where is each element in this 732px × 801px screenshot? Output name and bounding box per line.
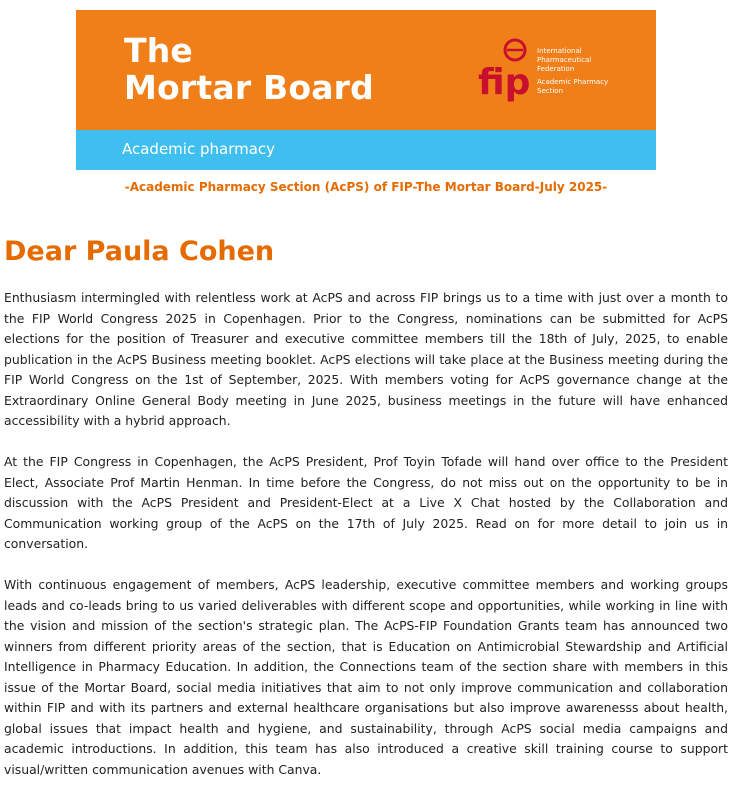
newsletter-subtitle: Academic pharmacy: [122, 140, 276, 158]
newsletter-title: [124, 32, 374, 106]
fip-text-line4: Academic Pharmacy: [537, 78, 609, 86]
fip-text-line1: International: [537, 47, 582, 55]
newsletter-title-line2: Mortar Board: [124, 68, 374, 107]
greeting-heading: Dear Paula Cohen: [4, 236, 275, 267]
fip-text-line2: Pharmaceutical: [537, 56, 592, 64]
body-paragraph-2: At the FIP Congress in Copenhagen, the AcPS President, Prof Toyin Tofade will hand over office to the President Elect, Associate Prof Martin Henman. In time before the Congress, do not miss out on the opportunity to be in discussion with the AcPS President and President-Elect at a Live X Chat hosted by the Collaboration and Communication working group of the AcPS on the 17th of July 2025. Read on for more detail to join us in conversation.: [4, 454, 728, 551]
body-paragraph-3: With continuous engagement of members, AcPS leadership, executive committee members and working groups leads and co-leads bring to us varied deliverables with different scope and opportunities, while working in line with the vision and mission of the section's strategic plan. The AcPS-FIP Foundation Grants team has announced two winners from different priority areas of the section, that is Education on Antimicrobial Stewardship and Artificial Intelligence in Pharmacy Education. In addition, the Connections team of the section share with members in this issue of the Mortar Board, social media initiatives that aim to not only improve communication and collaboration within FIP and with its partners and external healthcare organisations but also improve awarenesss about health, global issues that impact health and hygiene, and sustainability, through AcPS social media campaigns and academic introductions. In addition, this team has also introduced a creative skill training course to support visual/written communication avenues with Canva.: [4, 577, 728, 777]
newsletter-body: [4, 288, 728, 801]
section-line: -Academic Pharmacy Section (AcPS) of FIP-The Mortar Board-July 2025-: [124, 180, 608, 194]
fip-logo-text: [537, 47, 608, 96]
fip-text-line5: Section: [537, 87, 564, 95]
newsletter-banner: [76, 10, 656, 170]
fip-logo-letters: fip: [478, 62, 531, 103]
body-paragraph-1: Enthusiasm intermingled with relentless work at AcPS and across FIP brings us to a time with just over a month to the FIP World Congress 2025 in Copenhagen. Prior to the Congress, nominations can be submitted for AcPS elections for the position of Treasurer and executive committee members till the 18th of July, 2025, to enable publication in the AcPS Business meeting booklet. AcPS elections will take place at the Business meeting during the FIP World Congress on the 1st of September, 2025. With members voting for AcPS governance change at the Extraordinary Online General Body meeting in June 2025, business meetings in the future will have enhanced accessibility with a hybrid approach.: [4, 290, 728, 428]
fip-text-line3: Federation: [537, 65, 575, 73]
newsletter-title-line1: The: [124, 31, 193, 70]
